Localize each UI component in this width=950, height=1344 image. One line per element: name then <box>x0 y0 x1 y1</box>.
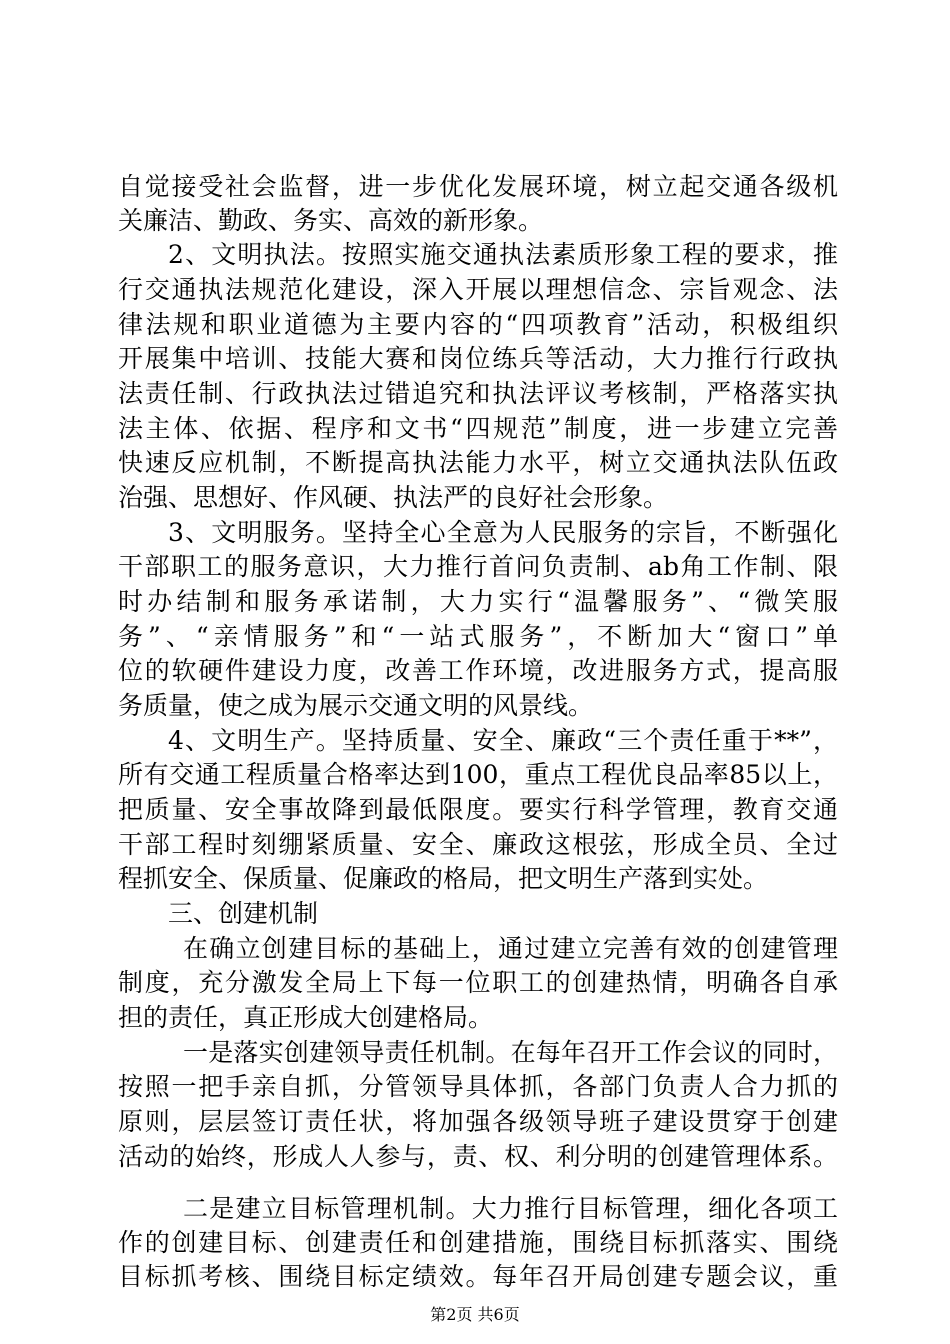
text-line: 律法规和职业道德为主要内容的“四项教育”活动，积极组织 <box>118 310 838 339</box>
text-line: 关廉洁、勤政、务实、高效的新形象。 <box>118 206 544 235</box>
text-line: 务质量，使之成为展示交通文明的风景线。 <box>118 691 594 720</box>
text-line: 时办结制和服务承诺制，大力实行“温馨服务”、“微笑服 <box>118 587 838 616</box>
text-line: 开展集中培训、技能大赛和岗位练兵等活动，大力推行行政执 <box>118 344 838 373</box>
text-line: 目标抓考核、围绕目标定绩效。每年召开局创建专题会议，重 <box>118 1262 838 1291</box>
text-line: 按照一把手亲自抓，分管领导具体抓，各部门负责人合力抓的 <box>118 1072 838 1101</box>
text-line: 所有交通工程质量合格率达到100，重点工程优良品率85以上， <box>118 760 838 789</box>
text-line: 一是落实创建领导责任机制。在每年召开工作会议的同时， <box>183 1038 838 1067</box>
text-line: 二是建立目标管理机制。大力推行目标管理，细化各项工 <box>183 1194 838 1223</box>
text-line: 把质量、安全事故降到最低限度。要实行科学管理，教育交通 <box>118 795 838 824</box>
text-line: 3、文明服务。坚持全心全意为人民服务的宗旨，不断强化 <box>168 518 838 547</box>
text-line: 务”、“亲情服务”和“一站式服务”，不断加大“窗口”单 <box>118 622 838 651</box>
text-line: 干部职工的服务意识，大力推行首问负责制、ab角工作制、限 <box>118 552 838 581</box>
text-line: 担的责任，真正形成大创建格局。 <box>118 1003 494 1032</box>
text-line: 行交通执法规范化建设，深入开展以理想信念、宗旨观念、法 <box>118 275 838 304</box>
text-line: 法主体、依据、程序和文书“四规范”制度，进一步建立完善 <box>118 414 838 443</box>
text-line: 4、文明生产。坚持质量、安全、廉政“三个责任重于**”， <box>168 726 838 755</box>
page-footer: 第2页 共6页 <box>430 1305 520 1324</box>
text-line: 制度，充分激发全局上下每一位职工的创建热情，明确各自承 <box>118 968 838 997</box>
text-line: 活动的始终，形成人人参与，责、权、利分明的创建管理体系。 <box>118 1142 838 1171</box>
text-line: 在确立创建目标的基础上，通过建立完善有效的创建管理 <box>183 934 838 963</box>
text-line: 干部工程时刻绷紧质量、安全、廉政这根弦，形成全员、全过 <box>118 830 838 859</box>
text-line: 治强、思想好、作风硬、执法严的良好社会形象。 <box>118 483 669 512</box>
text-line: 快速反应机制，不断提高执法能力水平，树立交通执法队伍政 <box>118 448 838 477</box>
text-line: 作的创建目标、创建责任和创建措施，围绕目标抓落实、围绕 <box>118 1228 838 1257</box>
section-heading: 三、创建机制 <box>168 899 319 928</box>
text-line: 自觉接受社会监督，进一步优化发展环境，树立起交通各级机 <box>118 172 838 201</box>
text-line: 位的软硬件建设力度，改善工作环境，改进服务方式，提高服 <box>118 656 838 685</box>
text-line: 2、文明执法。按照实施交通执法素质形象工程的要求，推 <box>168 240 838 269</box>
text-line: 法责任制、行政执法过错追究和执法评议考核制，严格落实执 <box>118 379 838 408</box>
text-line: 原则，层层签订责任状，将加强各级领导班子建设贯穿于创建 <box>118 1107 838 1136</box>
text-line: 程抓安全、保质量、促廉政的格局，把文明生产落到实处。 <box>118 864 769 893</box>
